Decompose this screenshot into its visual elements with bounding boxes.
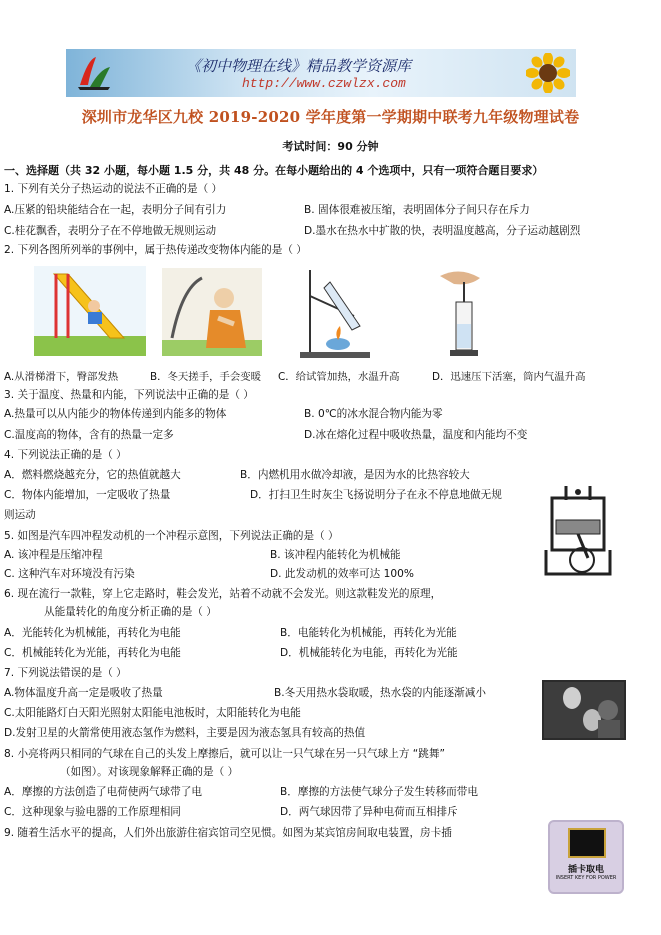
option-6b: B．电能转化为机械能，再转化为光能 — [280, 627, 457, 639]
question-7: 7. 下列说法错误的是（ ） — [4, 667, 127, 679]
option-6d: D．机械能转化为电能，再转化为光能 — [280, 647, 458, 659]
key-card-slot-figure — [548, 820, 624, 894]
option-8c: C．这种现象与验电器的工作原理相同 — [4, 806, 181, 818]
test-tube-heating-figure — [290, 266, 382, 362]
option-4b: B．内燃机用水做冷却液，是因为水的比热容较大 — [240, 469, 470, 481]
exam-title: 深圳市龙华区九校 2019-2020 学年度第一学期期中联考九年级物理试卷 — [81, 108, 580, 126]
piston-cylinder-figure — [430, 266, 500, 362]
option-1b: B. 固体很难被压缩，表明固体分子间只存在斥力 — [304, 204, 530, 216]
option-2c: C．给试管加热，水温升高 — [278, 371, 400, 383]
question-6-cont: 从能量转化的角度分析正确的是（ ） — [44, 606, 217, 618]
option-3d: D.冰在熔化过程中吸收热量，温度和内能均不变 — [304, 429, 528, 441]
option-8b: B．摩擦的方法使气球分子发生转移而带电 — [280, 786, 478, 798]
question-9: 9. 随着生活水平的提高，人们外出旅游住宿宾馆司空见惯。如图为某宾馆房间取电装置，房卡插 — [4, 827, 452, 839]
question-6: 6. 现在流行一款鞋，穿上它走路时，鞋会发光，站着不动就不会发光。则这款鞋发光的原理， — [4, 588, 442, 600]
option-3c: C.温度高的物体，含有的热量一定多 — [4, 429, 174, 441]
option-6c: C．机械能转化为光能，再转化为电能 — [4, 647, 181, 659]
option-7d: D.发射卫星的火箭常使用液态氢作为燃料，主要是因为液态氢具有较高的热值 — [4, 727, 366, 739]
engine-stroke-figure — [538, 484, 618, 576]
option-2b: B．冬天搓手，手会变暖 — [150, 371, 262, 383]
question-1: 1. 下列有关分子热运动的说法不正确的是（ ） — [4, 183, 223, 195]
sunflower-icon — [526, 53, 570, 93]
banner-url[interactable]: http://www.czwlzx.com — [242, 76, 406, 91]
slide-figure — [34, 266, 146, 356]
card-sublabel: INSERT KEY FOR POWER — [555, 875, 617, 881]
option-1c: C.桂花飘香，表明分子在不停地做无规则运动 — [4, 225, 217, 237]
option-5b: B. 该冲程内能转化为机械能 — [270, 549, 401, 561]
banner-title: 《初中物理在线》精品教学资源库 — [186, 57, 412, 75]
question-8-cont: （如图）。对该现象解释正确的是（ ） — [60, 766, 239, 778]
option-2a: A.从滑梯滑下，臀部发热 — [4, 371, 119, 383]
option-4a: A．燃料燃烧越充分，它的热值就越大 — [4, 469, 181, 481]
option-5d: D. 此发动机的效率可达 100% — [270, 568, 414, 580]
card-label: 插卡取电 — [567, 865, 604, 875]
question-2: 2. 下列各图所列举的事例中，属于热传递改变物体内能的是（ ） — [4, 244, 307, 256]
exam-time: 考试时间：90 分钟 — [282, 140, 379, 153]
option-5a: A. 该冲程是压缩冲程 — [4, 549, 103, 561]
option-7a: A.物体温度升高一定是吸收了热量 — [4, 687, 163, 699]
option-1a: A.压紧的铅块能结合在一起，表明分子间有引力 — [4, 204, 227, 216]
question-5: 5. 如图是汽车四冲程发动机的一个冲程示意图，下列说法正确的是（ ） — [4, 530, 339, 542]
key-card — [568, 828, 606, 858]
rubbing-hands-figure — [162, 268, 262, 356]
section-heading: 一、选择题（共 32 小题，每小题 1.5 分，共 48 分。在每小题给出的 4 个选项中，只有一项符合题目要求） — [4, 164, 544, 177]
option-7c: C.太阳能路灯白天阳光照射太阳能电池板时，太阳能转化为电能 — [4, 707, 301, 719]
site-logo-icon — [74, 55, 114, 91]
option-2d: D．迅速压下活塞，筒内气温升高 — [432, 371, 586, 383]
option-6a: A．光能转化为机械能，再转化为电能 — [4, 627, 181, 639]
option-1d: D.墨水在热水中扩散的快，表明温度越高，分子运动越剧烈 — [304, 225, 581, 237]
option-4d: D．打扫卫生时灰尘飞扬说明分子在永不停息地做无规 — [250, 489, 502, 501]
option-5c: C. 这种汽车对环境没有污染 — [4, 568, 135, 580]
header-banner — [66, 49, 576, 97]
option-3b: B. 0℃的冰水混合物内能为零 — [304, 408, 443, 420]
option-4c: C．物体内能增加，一定吸收了热量 — [4, 489, 171, 501]
question-8: 8. 小亮将两只相同的气球在自己的头发上摩擦后，就可以让一只气球在另一只气球上方 “跳舞” — [4, 748, 445, 760]
question-4: 4. 下列说法正确的是（ ） — [4, 449, 127, 461]
option-3a: A.热量可以从内能少的物体传递到内能多的物体 — [4, 408, 227, 420]
question-3: 3. 关于温度、热量和内能，下列说法中正确的是（ ） — [4, 389, 254, 401]
balloon-photo — [542, 680, 626, 740]
option-8d: D．两气球因带了异种电荷而互相排斥 — [280, 806, 458, 818]
option-7b: B.冬天用热水袋取暖，热水袋的内能逐渐减小 — [274, 687, 486, 699]
option-8a: A．摩擦的方法创造了电荷使两气球带了电 — [4, 786, 202, 798]
option-4d-cont: 则运动 — [4, 509, 36, 521]
